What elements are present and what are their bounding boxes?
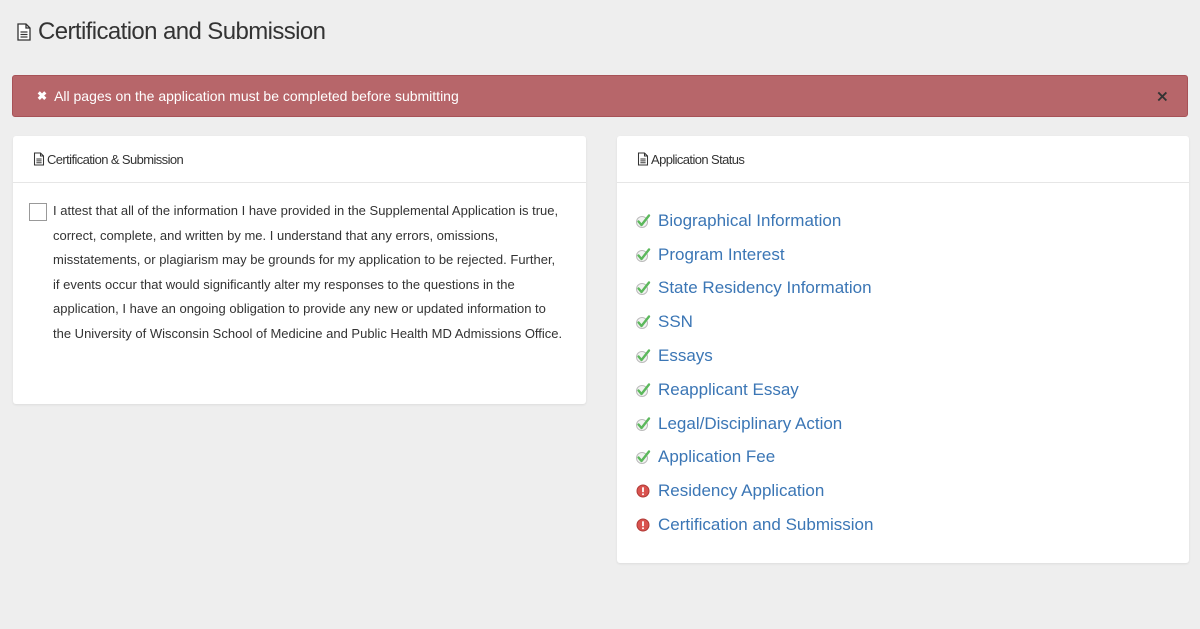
page-title: Certification and Submission bbox=[38, 18, 326, 45]
status-item bbox=[635, 272, 873, 306]
status-item bbox=[635, 373, 873, 407]
check-icon bbox=[635, 280, 651, 296]
status-link[interactable]: Essays bbox=[658, 346, 713, 366]
check-icon bbox=[635, 382, 651, 398]
certification-heading: Certification & Submission bbox=[47, 151, 184, 167]
status-link[interactable]: Application Fee bbox=[658, 447, 776, 467]
status-link[interactable]: Legal/Disciplinary Action bbox=[658, 413, 843, 433]
error-x-icon: ✖ bbox=[37, 89, 48, 103]
status-link[interactable]: Biographical Information bbox=[658, 210, 842, 230]
certification-panel-heading bbox=[13, 136, 586, 183]
document-icon bbox=[16, 23, 32, 41]
page-header bbox=[16, 18, 325, 46]
status-item bbox=[635, 204, 873, 238]
document-icon bbox=[637, 152, 649, 166]
check-icon bbox=[635, 314, 651, 330]
status-item bbox=[635, 508, 873, 542]
status-item bbox=[635, 305, 873, 339]
document-icon bbox=[33, 152, 45, 166]
status-link[interactable]: Program Interest bbox=[658, 244, 785, 264]
check-icon bbox=[635, 213, 651, 229]
check-icon bbox=[635, 416, 651, 432]
attestation-checkbox[interactable] bbox=[29, 203, 47, 221]
alert-message: All pages on the application must be completed before submitting bbox=[54, 88, 459, 104]
status-list bbox=[635, 204, 873, 542]
status-link[interactable]: State Residency Information bbox=[658, 278, 872, 298]
status-link[interactable]: Certification and Submission bbox=[658, 515, 874, 535]
status-link[interactable]: SSN bbox=[658, 312, 693, 332]
check-icon bbox=[635, 348, 651, 364]
certification-panel bbox=[13, 136, 586, 404]
alert-icon bbox=[635, 517, 651, 533]
alert-close-button[interactable]: × bbox=[1155, 86, 1169, 106]
status-link[interactable]: Residency Application bbox=[658, 481, 825, 501]
status-item bbox=[635, 474, 873, 508]
attestation-row bbox=[29, 202, 563, 347]
status-item bbox=[635, 339, 873, 373]
status-item bbox=[635, 407, 873, 441]
alert-icon bbox=[635, 483, 651, 499]
status-item bbox=[635, 238, 873, 272]
status-link[interactable]: Reapplicant Essay bbox=[658, 379, 799, 399]
status-panel-heading bbox=[617, 136, 1189, 183]
error-alert bbox=[12, 75, 1188, 117]
check-icon bbox=[635, 449, 651, 465]
status-heading: Application Status bbox=[651, 151, 745, 167]
status-item bbox=[635, 441, 873, 475]
status-panel bbox=[617, 136, 1189, 563]
check-icon bbox=[635, 247, 651, 263]
attestation-text: I attest that all of the information I have provided in the Supplemental Application is true, correct, complete, and written by me. I understand that any errors, omissions, misstatements, or plagiarism may be grounds for my application to be rejected. Further, if events occur that would significantly alter my responses to the questions in the application, I have an ongoing obligation to provide any new or updated information to the University of Wisconsin School of Medicine and Public Health MD Admissions Office. bbox=[53, 203, 563, 341]
